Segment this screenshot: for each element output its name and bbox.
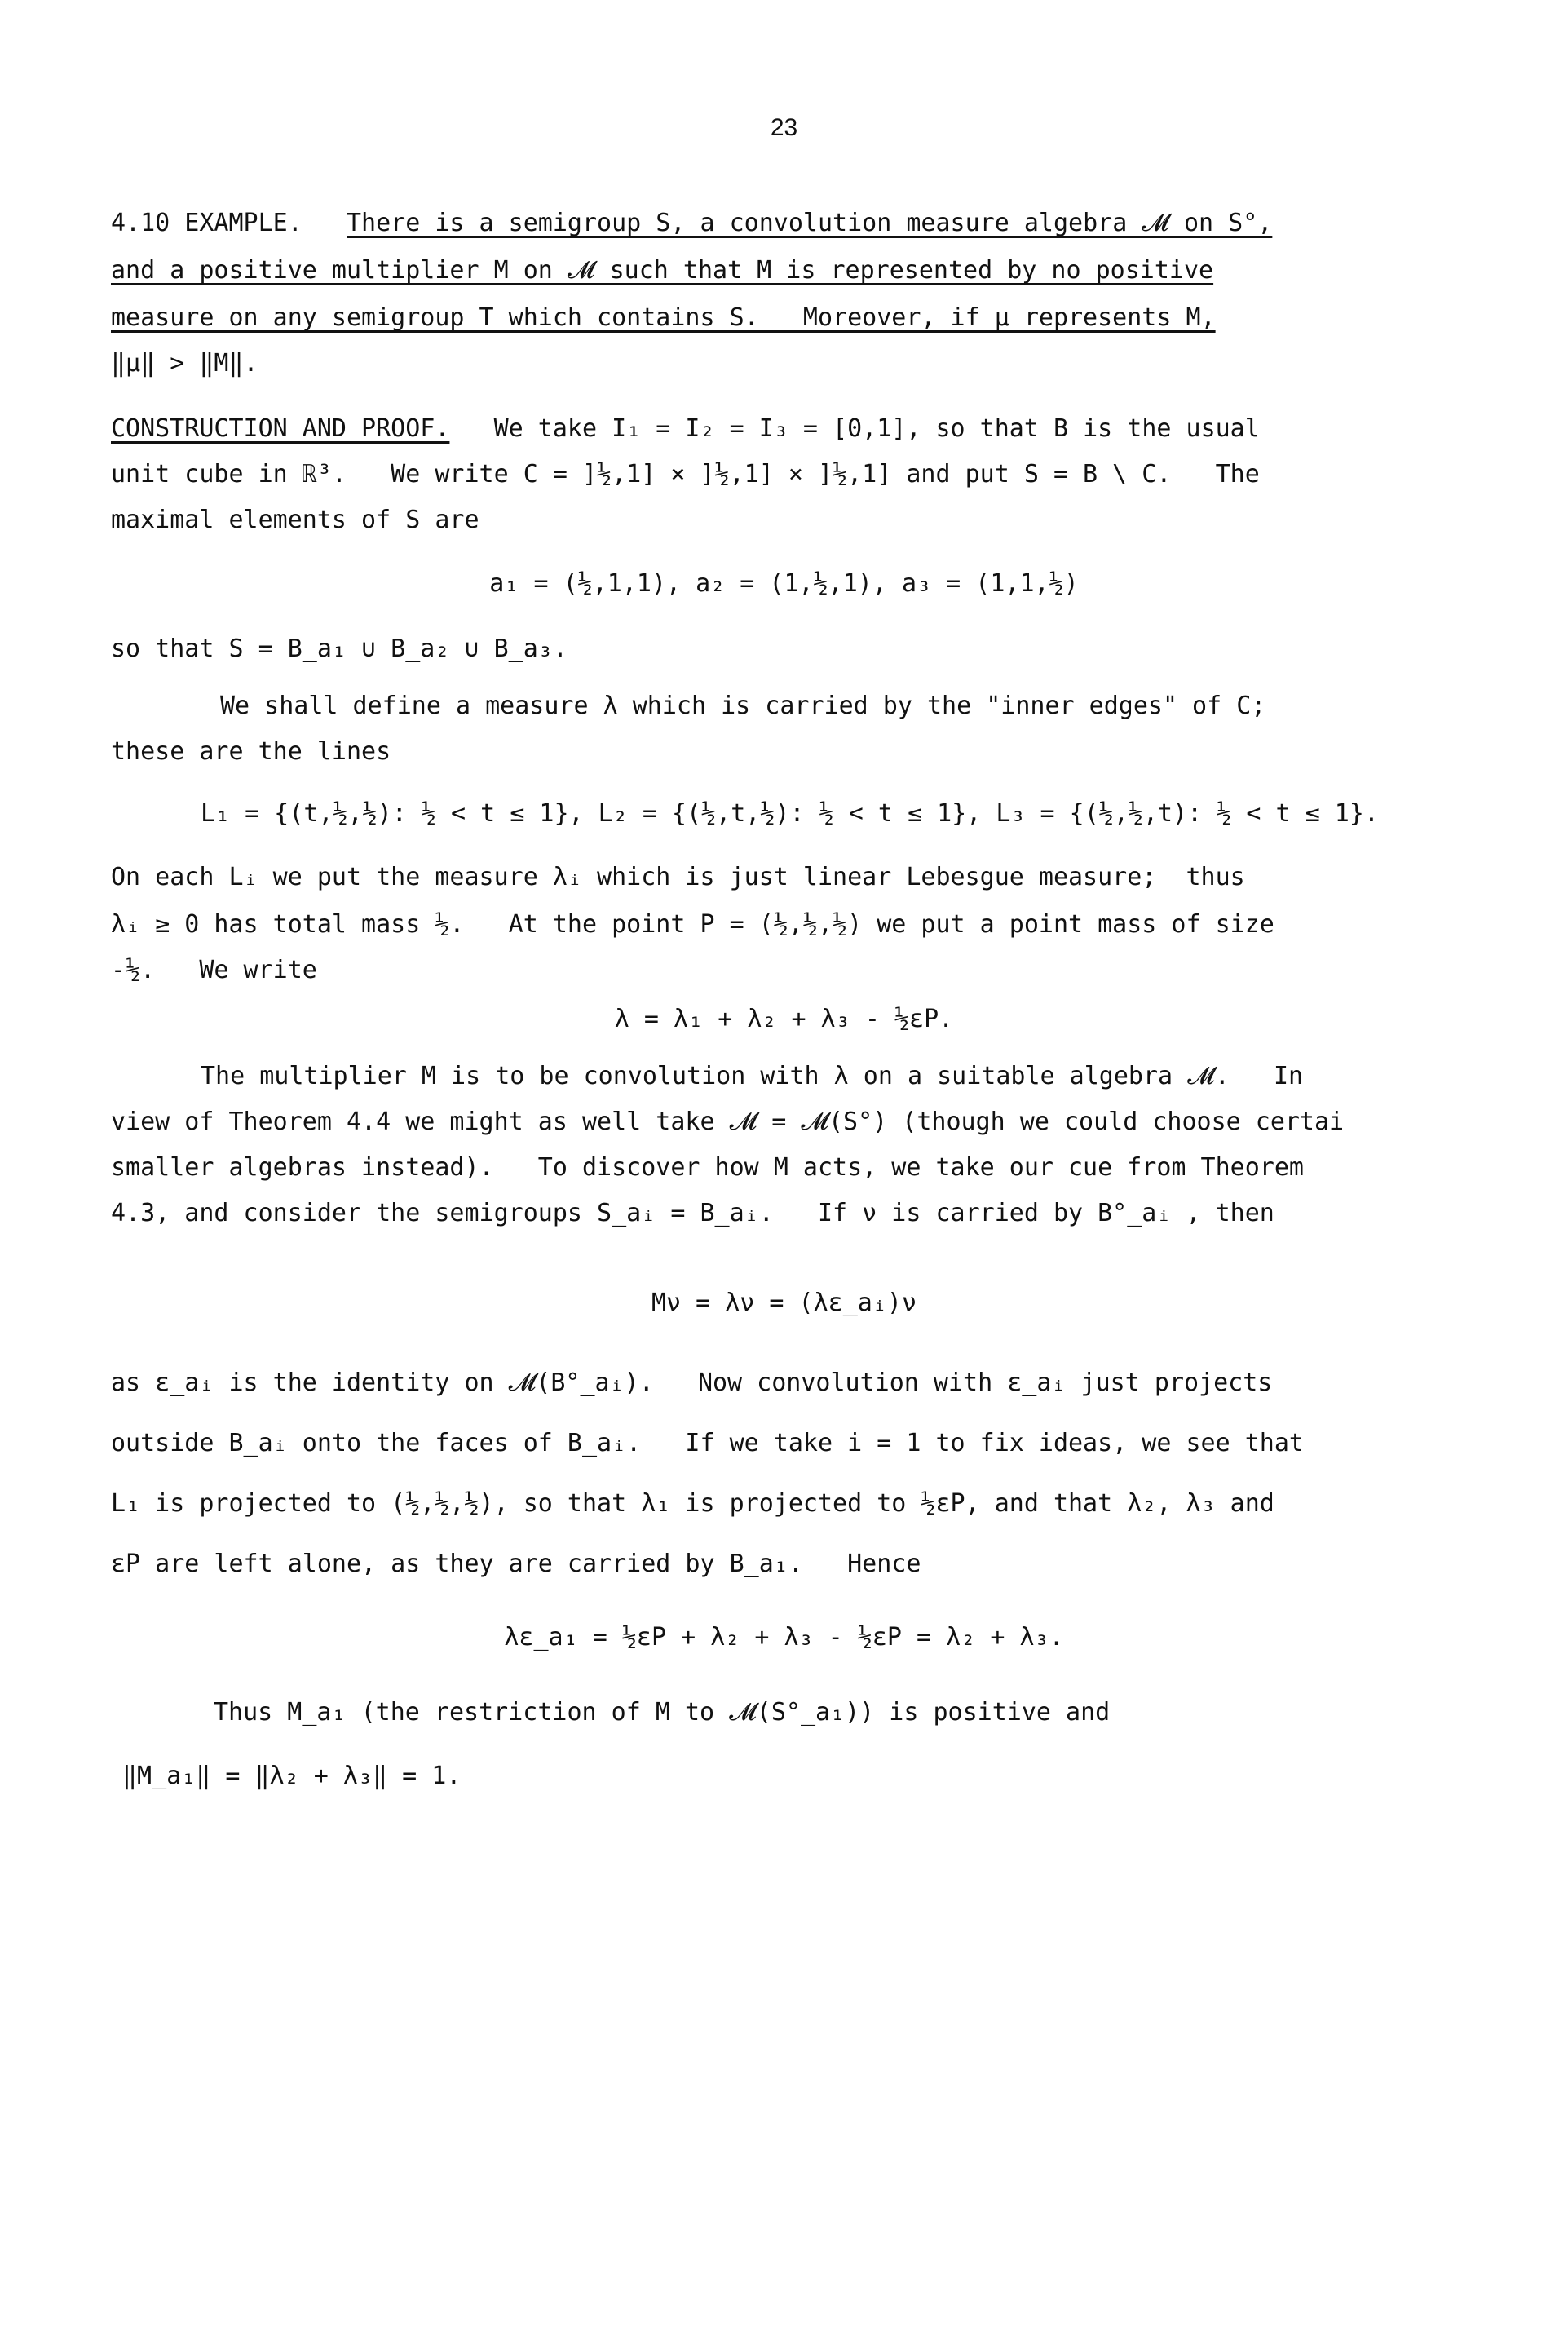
proof-line: maximal elements of S are bbox=[111, 506, 479, 534]
display-equation: λ = λ₁ + λ₂ + λ₃ - ½εP. bbox=[614, 1005, 954, 1033]
page-number: 23 bbox=[770, 114, 798, 141]
proof-line: L₁ is projected to (½,½,½), so that λ₁ is projected to ½εP, and that λ₂, λ₃ and bbox=[111, 1489, 1274, 1518]
example-label-and-line-1 bbox=[111, 209, 1272, 238]
proof-line: εP are left alone, as they are carried by B_a₁. Hence bbox=[111, 1550, 921, 1578]
proof-line: ‖M_a₁‖ = ‖λ₂ + λ₃‖ = 1. bbox=[122, 1762, 462, 1790]
example-statement-line: and a positive multiplier M on 𝓜 such that M is represented by no positive bbox=[111, 256, 1214, 285]
display-equation: Mν = λν = (λε_aᵢ)ν bbox=[651, 1289, 917, 1317]
proof-line: CONSTRUCTION AND PROOF. We take I₁ = I₂ = I₃ = [0,1], so that B is the usual bbox=[111, 414, 1260, 443]
proof-line: view of Theorem 4.4 we might as well take 𝓜 = 𝓜(S°) (though we could choose certai bbox=[111, 1108, 1345, 1136]
example-label: 4.10 EXAMPLE. bbox=[111, 209, 303, 237]
proof-line: unit cube in ℝ³. We write C = ]½,1] × ]½,1] × ]½,1] and put S = B \ C. The bbox=[111, 460, 1260, 489]
proof-line: so that S = B_a₁ ∪ B_a₂ ∪ B_a₃. bbox=[111, 635, 568, 663]
display-equation: L₁ = {(t,½,½): ½ < t ≤ 1}, L₂ = {(½,t,½): ½ < t ≤ 1}, L₃ = {(½,½,t): ½ < t ≤ 1}. bbox=[201, 799, 1379, 828]
example-statement-line: ‖μ‖ > ‖M‖. bbox=[111, 349, 258, 378]
proof-line: as ε_aᵢ is the identity on 𝓜(B°_aᵢ). Now convolution with ε_aᵢ just projects bbox=[111, 1369, 1273, 1397]
proof-line: We shall define a measure λ which is carried by the "inner edges" of C; bbox=[220, 692, 1266, 720]
proof-line: On each Lᵢ we put the measure λᵢ which is just linear Lebesgue measure; thus bbox=[111, 863, 1245, 891]
proof-line: outside B_aᵢ onto the faces of B_aᵢ. If we take i = 1 to fix ideas, we see that bbox=[111, 1429, 1304, 1457]
example-statement-line: There is a semigroup S, a convolution measure algebra 𝓜 on S°, bbox=[347, 209, 1273, 237]
proof-line: The multiplier M is to be convolution with λ on a suitable algebra 𝓜. In bbox=[201, 1062, 1304, 1090]
example-statement-line: measure on any semigroup T which contains S. Moreover, if μ represents M, bbox=[111, 303, 1216, 332]
proof-line: -½. We write bbox=[111, 956, 317, 984]
proof-line: smaller algebras instead). To discover how M acts, we take our cue from Theorem bbox=[111, 1153, 1304, 1182]
proof-line: λᵢ ≥ 0 has total mass ½. At the point P = (½,½,½) we put a point mass of size bbox=[111, 910, 1274, 939]
proof-line: 4.3, and consider the semigroups S_aᵢ = B_aᵢ. If ν is carried by B°_aᵢ , then bbox=[111, 1199, 1274, 1227]
proof-line: these are the lines bbox=[111, 737, 391, 766]
display-equation: λε_a₁ = ½εP + λ₂ + λ₃ - ½εP = λ₂ + λ₃. bbox=[504, 1623, 1064, 1652]
proof-line: Thus M_a₁ (the restriction of M to 𝓜(S°_a₁)) is positive and bbox=[214, 1698, 1111, 1727]
proof-heading: CONSTRUCTION AND PROOF. bbox=[111, 414, 450, 443]
display-equation: a₁ = (½,1,1), a₂ = (1,½,1), a₃ = (1,1,½) bbox=[489, 569, 1079, 598]
